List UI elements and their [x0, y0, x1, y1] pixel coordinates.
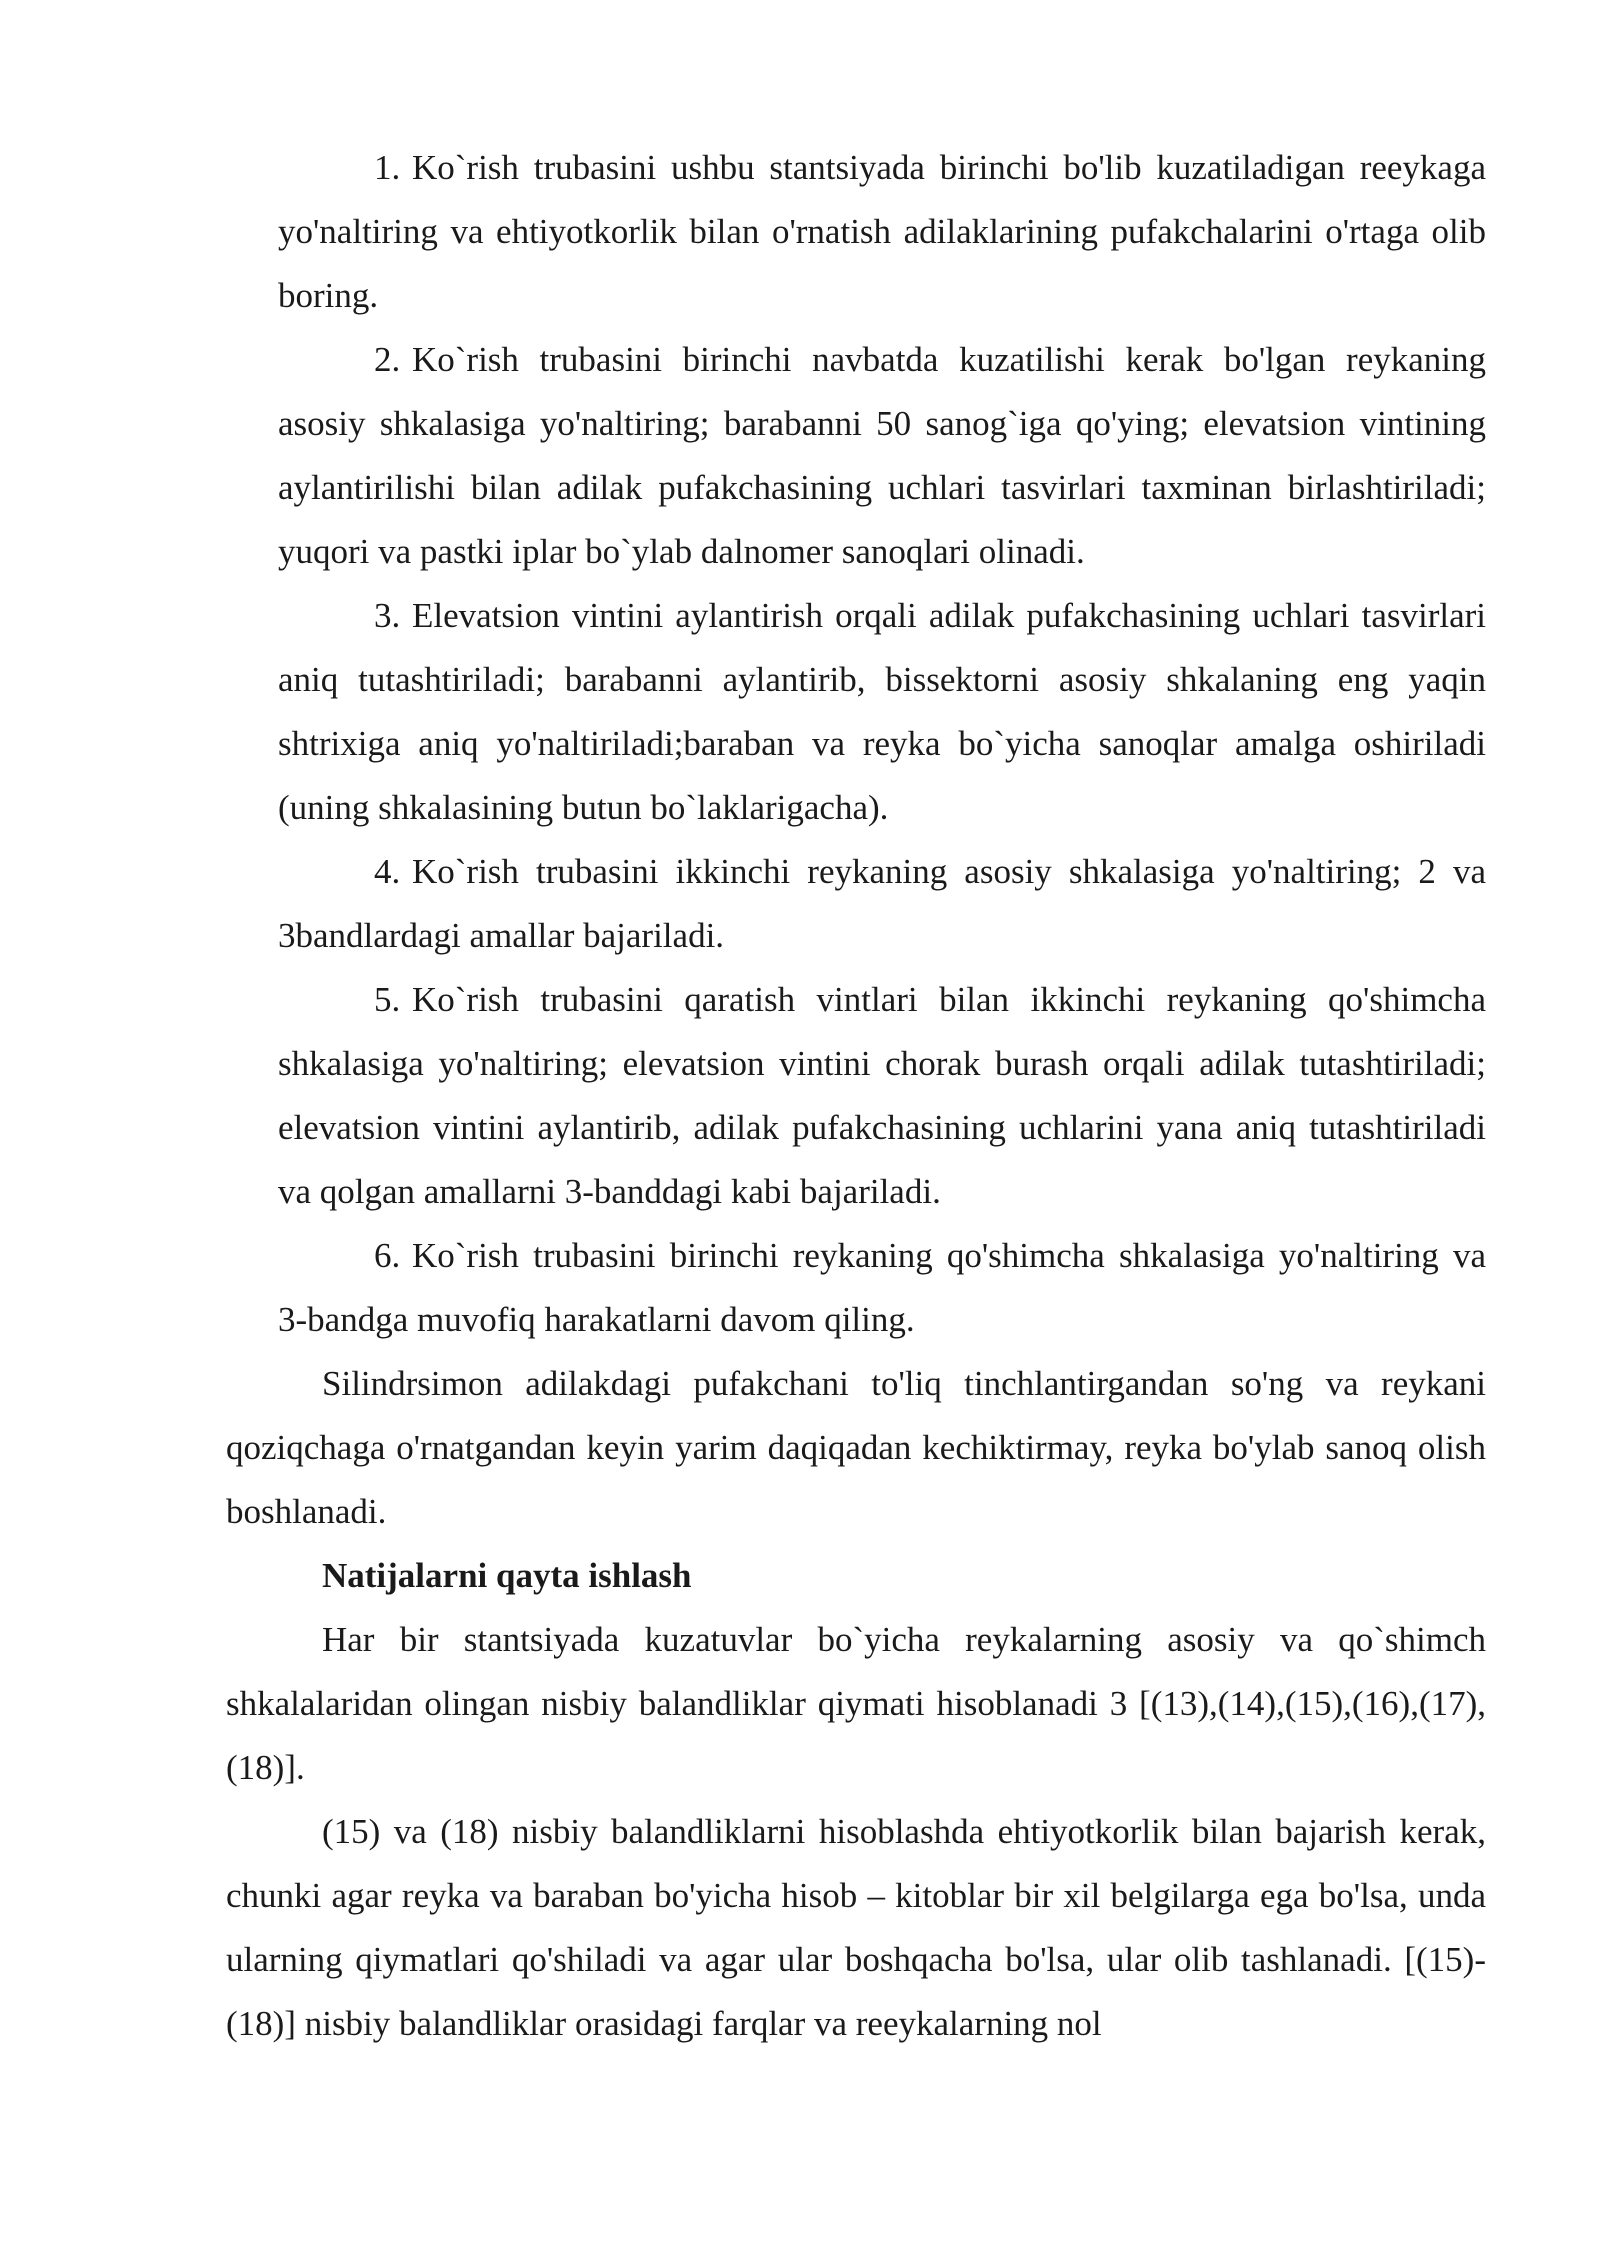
list-item-number: 4.: [374, 852, 401, 891]
list-item-text: Ko`rish trubasini ikkinchi reykaning asosiy shkalasiga yo'naltiring; 2 va 3bandlardagi amallar bajariladi.: [278, 852, 1486, 955]
list-item-5: [278, 968, 1486, 1224]
body-paragraph: Silindrsimon adilakdagi pufakchani to'liq tinchlantirgandan so'ng va reykani qoziqchaga o'rnatgandan keyin yarim daqiqadan kechiktirmay, reyka bo'ylab sanoq olish boshlanadi.: [226, 1364, 1486, 1531]
list-item-text: Elevatsion vintini aylantirish orqali adilak pufakchasining uchlari tasvirlari aniq tutashtiriladi; barabanni aylantirib, bissektorni asosiy shkalaning eng yaqin shtrixiga aniq yo'naltiriladi;baraban va reyka bo`yicha sanoqlar amalga oshiriladi (uning shkalasining butun bo`laklarigacha).: [278, 596, 1486, 827]
list-item-number: 5.: [374, 980, 401, 1019]
list-item-text: Ko`rish trubasini ushbu stantsiyada birinchi bo'lib kuzatiladigan reeykaga yo'naltiring va ehtiyotkorlik bilan o'rnatish adilaklarining pufakchalarini o'rtaga olib boring.: [278, 148, 1486, 315]
list-item-3: [278, 584, 1486, 840]
list-item-text: Ko`rish trubasini birinchi reykaning qo'shimcha shkalasiga yo'naltiring va 3-bandga muvofiq harakatlarni davom qiling.: [278, 1236, 1486, 1339]
list-item-number: 2.: [374, 340, 401, 379]
list-item-text: Ko`rish trubasini qaratish vintlari bilan ikkinchi reykaning qo'shimcha shkalasiga yo'naltiring; elevatsion vintini chorak burash orqali adilak tutashtiriladi; elevatsion vintini aylantirib, adilak pufakchasining uchlarini yana aniq tutashtiriladi va qolgan amallarni 3-banddagi kabi bajariladi.: [278, 980, 1486, 1211]
body-paragraph: (15) va (18) nisbiy balandliklarni hisoblashda ehtiyotkorlik bilan bajarish kerak, chunki agar reyka va baraban bo'yicha hisob – kitoblar bir xil belgilarga ega bo'lsa, unda ularning qiymatlari qo'shiladi va agar ular boshqacha bo'lsa, ular olib tashlanadi. [(15)-(18)] nisbiy balandliklar orasidagi farqlar va reeykalarning nol: [226, 1812, 1486, 2043]
list-item-6: [278, 1224, 1486, 1352]
list-item-4: [278, 840, 1486, 968]
list-item-number: 6.: [374, 1236, 401, 1275]
list-item-number: 3.: [374, 596, 401, 635]
list-item-1: [278, 136, 1486, 328]
list-item-text: Ko`rish trubasini birinchi navbatda kuzatilishi kerak bo'lgan reykaning asosiy shkalasiga yo'naltiring; barabanni 50 sanog`iga qo'ying; elevatsion vintining aylantirilishi bilan adilak pufakchasining uchlari tasvirlari taxminan birlashtiriladi; yuqori va pastki iplar bo`ylab dalnomer sanoqlari olinadi.: [278, 340, 1486, 571]
body-paragraph: Har bir stantsiyada kuzatuvlar bo`yicha reykalarning asosiy va qo`shimch shkalalaridan olingan nisbiy balandliklar qiymati hisoblanadi 3 [(13),(14),(15),(16),(17),(18)].: [226, 1620, 1486, 1787]
list-item-2: [278, 328, 1486, 584]
document-body: [226, 136, 1486, 2056]
section-heading: Natijalarni qayta ishlash: [322, 1556, 692, 1595]
list-item-number: 1.: [374, 148, 401, 187]
